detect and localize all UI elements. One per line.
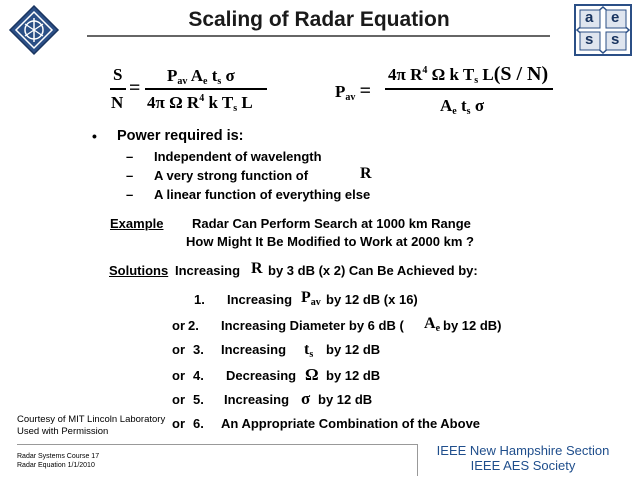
option-2-text-a: Increasing Diameter by 6 dB (: [221, 318, 404, 333]
option-2-prefix: or: [172, 318, 185, 333]
eq1-sigma: σ: [225, 66, 235, 85]
sub-item-linear-function: A linear function of everything else: [154, 187, 371, 202]
sub-item-strong-function: A very strong function of: [154, 168, 309, 183]
eq2-den-sigma: σ: [474, 96, 485, 115]
option-4-number: 4.: [193, 368, 204, 383]
eq1-lhs-fraction-line: [110, 88, 126, 90]
eq1-den-sup: 4: [199, 93, 205, 104]
footer-right: [418, 443, 628, 473]
eq2-num-paren: (S / N): [493, 63, 549, 85]
solutions-label: Solutions: [109, 263, 169, 278]
example-line-2: How Might It Be Modified to Work at 2000 km ?: [186, 234, 474, 249]
eq1-lhs-numerator: S: [113, 65, 123, 84]
eq2-den-a: A: [440, 96, 453, 115]
logo-letter-a: a: [585, 9, 594, 26]
eq1-a: A: [190, 66, 203, 85]
eq2-numerator: [388, 63, 548, 86]
option-3-symbol-sub: s: [309, 349, 314, 360]
option-6-prefix: or: [172, 416, 185, 431]
eq2-num-c: L: [482, 65, 494, 84]
option-2-number: 2.: [188, 318, 199, 333]
option-4-prefix: or: [172, 368, 185, 383]
eq1-p: P: [167, 66, 178, 85]
dash-icon: –: [126, 168, 134, 183]
eq2-fraction-line: [385, 88, 553, 90]
option-2-symbol: [424, 315, 440, 334]
courtesy-note: [17, 414, 165, 438]
eq1-lhs-denominator: N: [111, 93, 124, 112]
sub-item-wavelength: Independent of wavelength: [154, 149, 322, 164]
option-5-prefix: or: [172, 392, 185, 407]
eq1-t-sub: s: [217, 76, 222, 87]
eq2-den-a-sub: e: [452, 106, 457, 117]
solutions-text-b: by 3 dB (x 2) Can Be Achieved by:: [268, 263, 478, 278]
footer-course: Radar Systems Course 17: [17, 453, 100, 460]
option-6-text: An Appropriate Combination of the Above: [221, 416, 481, 431]
dash-icon: –: [126, 187, 134, 202]
example-label: Example: [110, 216, 164, 231]
sub-item-r-symbol: R: [360, 165, 372, 182]
courtesy-line-2: Used with Permission: [17, 426, 109, 437]
option-4-text-a: Decreasing: [226, 368, 297, 383]
eq1-den-sub: s: [233, 103, 238, 114]
solutions-r-symbol: R: [251, 260, 263, 277]
eq1-equals: =: [129, 77, 141, 99]
courtesy-line-1: Courtesy of MIT Lincoln Laboratory: [17, 414, 166, 425]
option-3-symbol-main: t: [304, 341, 310, 358]
eq2-lhs: [335, 80, 371, 103]
eq2-num-sub: s: [474, 75, 479, 86]
eq2-p-sub: av: [345, 92, 356, 103]
option-1-symbol-main: P: [301, 289, 311, 306]
option-2-text-b: by 12 dB): [443, 318, 502, 333]
option-1-symbol: [301, 289, 321, 308]
eq1-denominator: [147, 93, 253, 114]
footer-rule: [17, 444, 417, 445]
eq2-num-a: 4π R: [388, 65, 423, 84]
eq2-p: P: [335, 82, 346, 101]
option-1-number: 1.: [194, 292, 205, 307]
option-1-text-a: Increasing: [227, 292, 293, 307]
option-4-text-b: by 12 dB: [326, 368, 381, 383]
footer-ieee-society: IEEE AES Society: [470, 458, 576, 473]
eq2-equals: =: [359, 80, 372, 102]
option-4-symbol: Ω: [305, 365, 319, 384]
solutions-text-a: Increasing: [175, 263, 241, 278]
example-line-1: Radar Can Perform Search at 1000 km Range: [192, 216, 471, 231]
eq2-denominator: [440, 96, 484, 117]
option-3-text-a: Increasing: [221, 342, 287, 357]
option-1-symbol-sub: av: [310, 297, 321, 308]
logo-letter-s2: s: [611, 31, 620, 48]
eq2-num-b: Ω k T: [431, 65, 475, 84]
bullet-dot: •: [92, 128, 97, 144]
aess-logo: [574, 4, 632, 56]
eq1-fraction-line: [145, 88, 267, 90]
title-rule: [87, 35, 550, 37]
eq2-den-t-sub: s: [466, 106, 471, 117]
option-2-symbol-sub: e: [435, 323, 441, 334]
option-3-number: 3.: [193, 342, 204, 357]
eq1-t: t: [211, 66, 218, 85]
eq1-den-c: L: [241, 93, 253, 112]
option-3-prefix: or: [172, 342, 185, 357]
footer-lecture: Radar Equation 1/1/2010: [17, 462, 95, 469]
aess-logo-icon: [574, 4, 632, 56]
eq1-den-b: k T: [208, 93, 234, 112]
bullet-power-required: Power required is:: [117, 128, 244, 144]
option-2-symbol-main: A: [424, 315, 436, 332]
logo-letter-e: e: [611, 9, 620, 26]
option-3-symbol: [304, 341, 313, 360]
logo-letter-s1: s: [585, 31, 594, 48]
option-5-symbol: σ: [301, 389, 311, 408]
option-3-text-b: by 12 dB: [326, 342, 381, 357]
option-5-text-a: Increasing: [224, 392, 290, 407]
eq2-num-sup: 4: [422, 65, 428, 76]
footer-left: [17, 452, 99, 470]
footer-ieee-section: IEEE New Hampshire Section: [436, 443, 610, 458]
eq1-p-sub: av: [177, 76, 188, 87]
option-5-number: 5.: [193, 392, 204, 407]
option-5-text-b: by 12 dB: [318, 392, 373, 407]
eq1-den-a: 4π Ω R: [147, 93, 200, 112]
eq1-a-sub: e: [202, 76, 208, 87]
option-6-number: 6.: [193, 416, 204, 431]
eq1-numerator: [167, 66, 235, 87]
dash-icon: –: [126, 149, 134, 164]
eq2-den-t: t: [460, 96, 467, 115]
page-title: Scaling of Radar Equation: [188, 8, 450, 31]
option-1-text-b: by 12 dB (x 16): [326, 292, 418, 307]
